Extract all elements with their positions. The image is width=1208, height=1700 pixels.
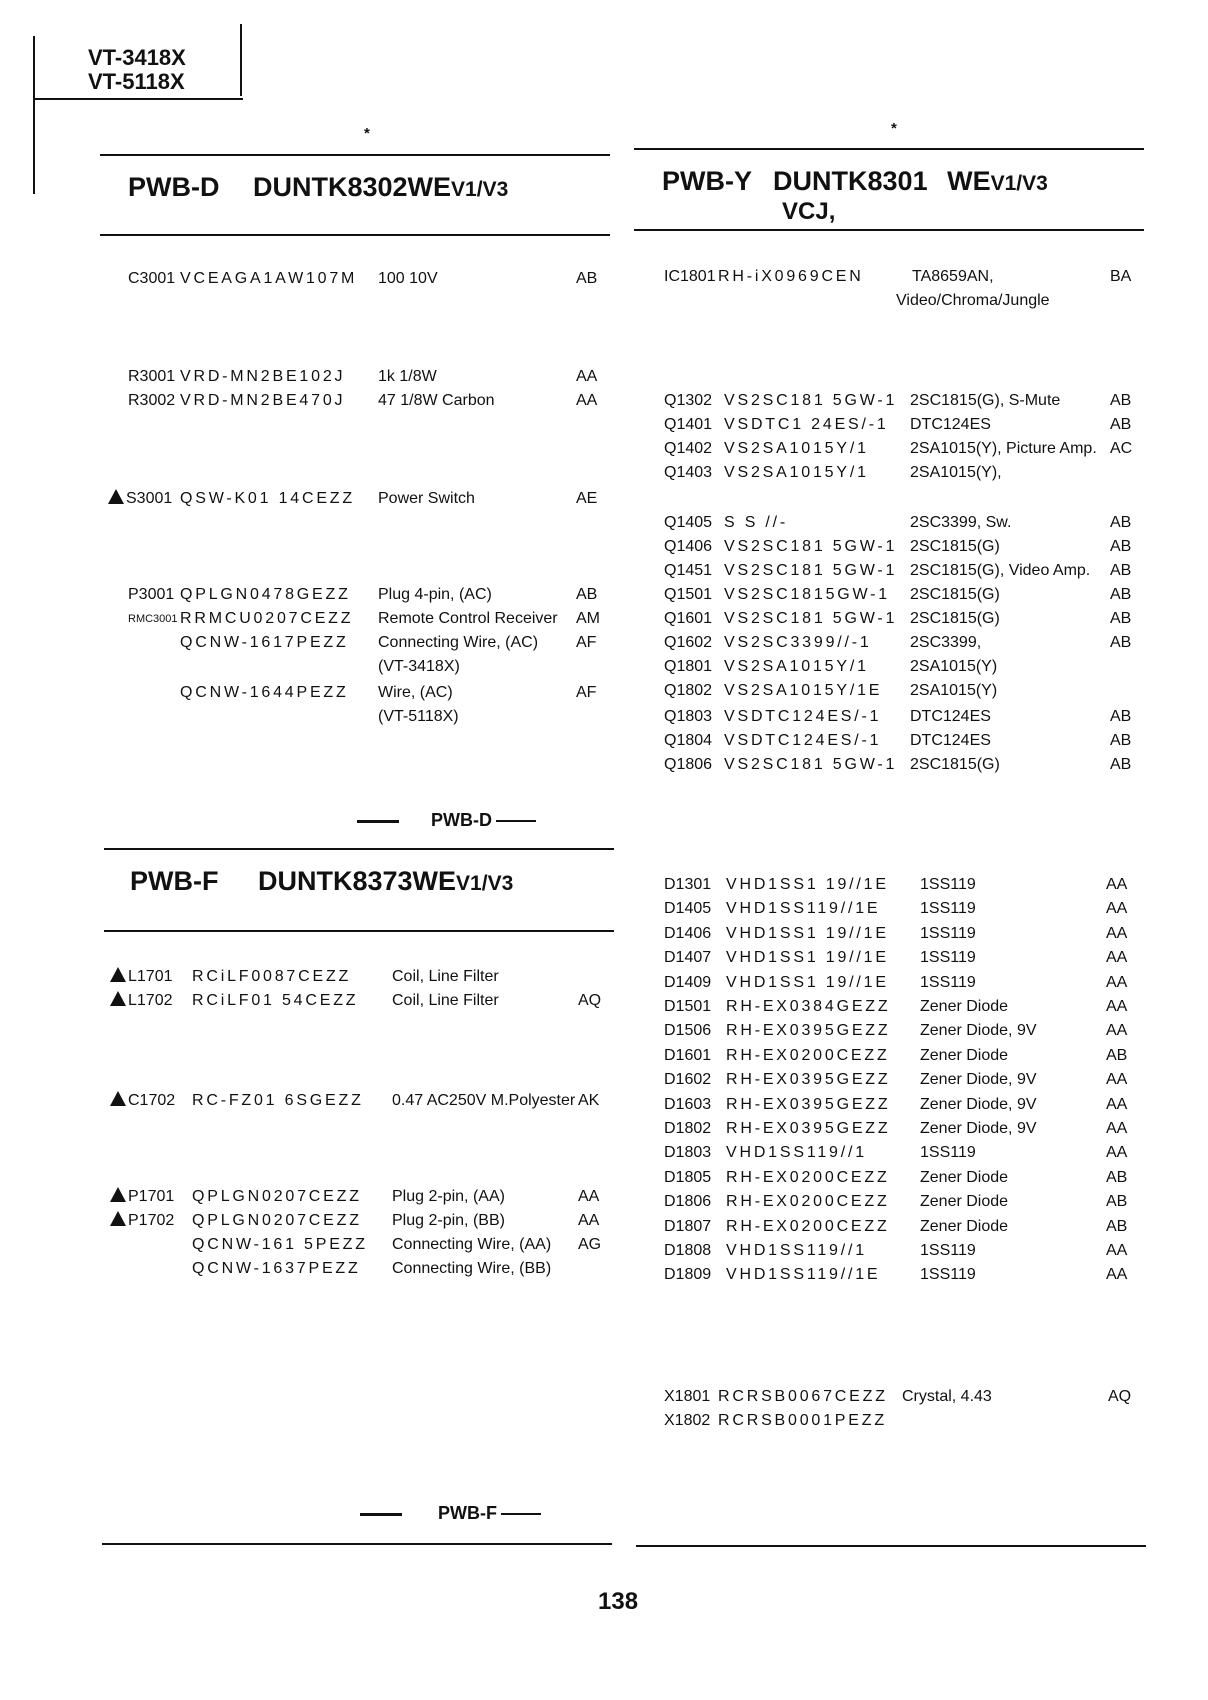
- part-row: [664, 706, 1144, 728]
- part-code: VHD1SS119//1E: [726, 900, 881, 918]
- part-rank: AA: [1106, 973, 1128, 991]
- part-rank: AA: [1106, 900, 1128, 918]
- part-rank: AB: [1106, 1168, 1128, 1186]
- part-code: RH-EX0200CEZZ: [726, 1193, 890, 1211]
- part-desc: Connecting Wire, (AC): [378, 634, 539, 651]
- part-desc: 2SC3399,: [910, 634, 982, 651]
- part-rank: AA: [1106, 1242, 1128, 1259]
- part-code: VRD-MN2BE102J: [180, 368, 346, 385]
- part-code: VS2SC181 5GW-1: [724, 538, 898, 555]
- part-desc: Plug 2-pin, (BB): [392, 1212, 505, 1229]
- part-row: [664, 1118, 1144, 1140]
- part-desc: 1SS119: [920, 1266, 976, 1284]
- part-code: VS2SC181 5GW-1: [724, 756, 898, 773]
- part-ref-text: P1701: [128, 1188, 175, 1205]
- part-ref: D1601: [664, 1046, 712, 1064]
- part-code: VS2SC181 5GW-1: [724, 610, 898, 627]
- part-ref: D1506: [664, 1022, 712, 1040]
- part-row: [664, 1216, 1144, 1238]
- part-ref: Q1302: [664, 392, 713, 409]
- part-desc: 2SC1815(G): [910, 756, 1000, 773]
- pwb-y-version: V1/V3: [990, 172, 1048, 195]
- pwb-f-top-rule: [104, 848, 614, 850]
- part-desc: 47 1/8W Carbon: [378, 392, 495, 409]
- part-row: [664, 1142, 1144, 1164]
- part-desc: TA8659AN,: [912, 268, 994, 285]
- part-rank: AM: [576, 610, 600, 627]
- header-right-rule: [240, 24, 242, 96]
- part-code: RH-EX0200CEZZ: [726, 1046, 890, 1064]
- part-desc: Power Switch: [378, 490, 475, 507]
- part-row: [128, 706, 608, 728]
- part-ref: D1603: [664, 1095, 712, 1113]
- part-rank: AB: [1110, 634, 1132, 651]
- part-row: [664, 438, 1144, 460]
- part-desc: 1SS119: [920, 876, 976, 893]
- part-ref: [108, 488, 172, 510]
- part-ref: D1602: [664, 1071, 712, 1089]
- part-rank: AF: [576, 634, 597, 651]
- part-ref: Q1405: [664, 514, 713, 531]
- model-number-1: VT-3418X: [88, 45, 186, 70]
- part-desc: 2SA1015(Y),: [910, 464, 1002, 481]
- part-rank: AB: [576, 270, 598, 287]
- part-code: QPLGN0207CEZZ: [192, 1212, 362, 1229]
- pwb-y-bottom-rule: [636, 1545, 1146, 1547]
- part-ref-text: C1702: [128, 1092, 176, 1109]
- part-row: [130, 1090, 610, 1112]
- pwb-f-header-rule: [104, 930, 614, 932]
- part-desc: 1SS119: [920, 949, 976, 967]
- part-desc: Plug 2-pin, (AA): [392, 1188, 505, 1205]
- part-rank: AA: [1106, 1071, 1128, 1089]
- part-ref: R3001: [128, 368, 176, 385]
- part-desc: Connecting Wire, (BB): [392, 1260, 552, 1277]
- part-row: [130, 1210, 610, 1232]
- part-rank: AB: [1110, 514, 1132, 531]
- part-ref: IC1801: [664, 268, 716, 285]
- pwb-d-version: V1/V3: [451, 178, 509, 201]
- star-mark-left: *: [364, 125, 370, 142]
- pwb-f-title: [130, 866, 513, 897]
- warning-icon: [110, 991, 126, 1006]
- part-desc: 2SC1815(G): [910, 610, 1000, 627]
- part-rank: AB: [1110, 586, 1132, 603]
- pwb-y-part-number: DUNTK8301: [773, 166, 928, 196]
- part-code: QPLGN0478GEZZ: [180, 586, 351, 603]
- part-desc: (VT-3418X): [378, 658, 460, 675]
- part-row: [664, 1410, 1144, 1432]
- part-ref: D1501: [664, 998, 712, 1015]
- part-rank: AC: [1110, 440, 1133, 457]
- pwb-d-header-rule: [100, 234, 610, 236]
- warning-icon: [110, 1187, 126, 1202]
- part-row: [664, 972, 1144, 994]
- part-row: [664, 266, 1144, 312]
- part-desc-2: Video/Chroma/Jungle: [896, 292, 1050, 309]
- part-rank: AA: [576, 368, 598, 385]
- part-desc: Zener Diode: [920, 1193, 1009, 1211]
- part-row: [128, 632, 608, 654]
- part-desc: Zener Diode, 9V: [920, 1071, 1037, 1089]
- part-row: [664, 656, 1144, 678]
- part-desc: 2SC1815(G), S-Mute: [910, 392, 1061, 409]
- part-desc: 2SA1015(Y): [910, 682, 998, 699]
- part-rank: AB: [1110, 708, 1132, 725]
- part-ref-text: P1702: [128, 1212, 175, 1229]
- part-code: VS2SA1015Y/1E: [724, 682, 883, 699]
- pwb-f-end-label: PWB-F: [438, 1503, 497, 1523]
- part-desc: 2SA1015(Y): [910, 658, 998, 675]
- warning-icon: [110, 967, 126, 982]
- part-row: [664, 1094, 1144, 1116]
- pwb-y-top-rule: [634, 148, 1144, 150]
- part-row: [664, 1020, 1144, 1042]
- part-rank: AQ: [578, 992, 602, 1009]
- part-code: QCNW-161 5PEZZ: [192, 1236, 368, 1253]
- part-row: [130, 1234, 610, 1256]
- part-code: RH-EX0395GEZZ: [726, 1022, 891, 1040]
- pwb-y-title: [662, 166, 1048, 197]
- part-code: RCiLF0087CEZZ: [192, 968, 352, 985]
- part-desc: 2SC1815(G): [910, 586, 1000, 603]
- part-code: RH-EX0395GEZZ: [726, 1120, 891, 1137]
- part-rank: AA: [1106, 876, 1128, 893]
- part-ref: D1806: [664, 1193, 712, 1211]
- part-code: RH-iX0969CEN: [718, 268, 864, 285]
- part-row: [664, 996, 1144, 1018]
- part-ref: D1802: [664, 1120, 712, 1137]
- part-code: VHD1SS1 19//1E: [726, 973, 889, 991]
- part-row: [664, 536, 1144, 558]
- part-rank: AA: [1106, 1095, 1128, 1113]
- part-ref: [110, 1210, 174, 1232]
- part-desc: Zener Diode: [920, 998, 1009, 1015]
- part-row: [664, 608, 1144, 630]
- part-code: QPLGN0207CEZZ: [192, 1188, 362, 1205]
- part-row: [664, 390, 1144, 412]
- part-code: VHD1SS119//1: [726, 1144, 867, 1162]
- part-rank: AA: [576, 392, 598, 409]
- part-rank: AA: [578, 1188, 600, 1205]
- part-desc: 2SA1015(Y), Picture Amp.: [910, 440, 1097, 457]
- part-ref: D1805: [664, 1168, 712, 1186]
- part-rank: AA: [1106, 1266, 1128, 1284]
- pwb-d-end-marker: [357, 810, 536, 831]
- part-desc: Plug 4-pin, (AC): [378, 586, 492, 603]
- part-ref: X1801: [664, 1388, 711, 1405]
- part-code: VHD1SS1 19//1E: [726, 949, 889, 967]
- part-code: VS2SA1015Y/1: [724, 440, 869, 457]
- part-desc: Coil, Line Filter: [392, 992, 499, 1009]
- pwb-d-label: PWB-D: [128, 172, 220, 202]
- part-ref: D1406: [664, 924, 712, 942]
- part-ref: D1301: [664, 876, 712, 893]
- part-ref: Q1403: [664, 464, 713, 481]
- part-ref: C3001: [128, 270, 176, 287]
- pwb-f-part-number: DUNTK8373WE: [258, 866, 457, 896]
- part-row: [664, 754, 1144, 776]
- part-desc: Crystal, 4.43: [902, 1388, 992, 1405]
- part-ref: [110, 1186, 174, 1208]
- part-ref: D1407: [664, 949, 712, 967]
- part-row: [664, 462, 1144, 484]
- part-desc: Zener Diode, 9V: [920, 1095, 1037, 1113]
- part-ref: Q1806: [664, 756, 713, 773]
- part-rank: AB: [1110, 732, 1132, 749]
- part-rank: AB: [1106, 1217, 1128, 1235]
- part-code: RCRSB0067CEZZ: [718, 1388, 888, 1405]
- part-ref: Q1451: [664, 562, 713, 579]
- part-code: RH-EX0200CEZZ: [726, 1217, 890, 1235]
- part-code: VSDTC124ES/-1: [724, 708, 882, 725]
- part-desc: Remote Control Receiver: [378, 610, 558, 627]
- part-code: RRMCU0207CEZZ: [180, 610, 354, 627]
- pwb-f-bottom-rule: [102, 1543, 612, 1545]
- part-rank: AB: [1106, 1046, 1128, 1064]
- part-code: QCNW-1617PEZZ: [180, 634, 349, 651]
- part-ref: Q1401: [664, 416, 713, 433]
- part-row: [664, 512, 1144, 534]
- part-row: [664, 414, 1144, 436]
- part-row: [128, 584, 608, 606]
- part-ref: D1808: [664, 1242, 712, 1259]
- part-code: VCEAGA1AW107M: [180, 270, 358, 287]
- part-ref-text: L1702: [128, 992, 173, 1009]
- part-code: RC-FZ01 6SGEZZ: [192, 1092, 364, 1109]
- part-ref: Q1402: [664, 440, 713, 457]
- part-row: [664, 874, 1144, 896]
- part-ref: [110, 966, 173, 988]
- part-desc: Zener Diode: [920, 1168, 1009, 1186]
- part-rank: AQ: [1108, 1388, 1132, 1405]
- part-code: VS2SC1815GW-1: [724, 586, 890, 603]
- part-ref: Q1803: [664, 708, 713, 725]
- part-rank: AA: [578, 1212, 600, 1229]
- part-desc: DTC124ES: [910, 708, 991, 725]
- part-rank: AE: [576, 490, 598, 507]
- part-code: S S //-: [724, 514, 789, 531]
- part-rank: AA: [1106, 998, 1128, 1015]
- pwb-y-label: PWB-Y: [662, 166, 752, 196]
- part-row: [664, 584, 1144, 606]
- pwb-d-end-label: PWB-D: [431, 810, 492, 830]
- part-code: RH-EX0200CEZZ: [726, 1168, 890, 1186]
- part-row: [664, 560, 1144, 582]
- part-code: RH-EX0395GEZZ: [726, 1095, 891, 1113]
- part-code: VS2SA1015Y/1: [724, 464, 869, 481]
- part-code: VS2SA1015Y/1: [724, 658, 869, 675]
- part-row: [664, 947, 1144, 969]
- part-rank: AA: [1106, 1144, 1128, 1162]
- part-row: [128, 488, 608, 510]
- part-ref: P3001: [128, 586, 175, 603]
- part-ref: D1405: [664, 900, 712, 918]
- part-row: [664, 1191, 1144, 1213]
- part-ref-text: S3001: [126, 490, 173, 507]
- part-row: [130, 966, 610, 988]
- part-ref: R3002: [128, 392, 176, 409]
- header-left-rule: [33, 36, 35, 194]
- part-row: [130, 1258, 610, 1280]
- star-mark-right: *: [891, 120, 897, 137]
- part-code: QCNW-1644PEZZ: [180, 684, 349, 701]
- part-rank: BA: [1110, 268, 1132, 285]
- part-ref: X1802: [664, 1412, 711, 1429]
- part-rank: AB: [1110, 610, 1132, 627]
- part-desc: 1SS119: [920, 1144, 976, 1162]
- part-row: [664, 730, 1144, 752]
- pwb-y-subtitle: VCJ,: [782, 198, 836, 225]
- part-row: [128, 682, 608, 704]
- part-desc: Zener Diode, 9V: [920, 1022, 1037, 1040]
- part-desc: Coil, Line Filter: [392, 968, 499, 985]
- part-rank: AB: [1106, 1193, 1128, 1211]
- part-row: [128, 390, 608, 412]
- part-ref: Q1801: [664, 658, 713, 675]
- pwb-y-suffix: WE: [947, 166, 991, 196]
- part-desc: 2SC3399, Sw.: [910, 514, 1012, 531]
- part-desc: Wire, (AC): [378, 684, 453, 701]
- part-ref: Q1601: [664, 610, 713, 627]
- part-ref: [110, 1090, 175, 1112]
- part-code: RH-EX0395GEZZ: [726, 1071, 891, 1089]
- part-rank: AK: [578, 1092, 600, 1109]
- part-desc: (VT-5118X): [378, 708, 459, 725]
- part-desc: 100 10V: [378, 270, 438, 287]
- pwb-f-version: V1/V3: [456, 872, 514, 895]
- part-row: [128, 656, 608, 678]
- part-row: [128, 608, 608, 630]
- part-rank: AB: [576, 586, 598, 603]
- part-code: VHD1SS119//1E: [726, 1266, 881, 1284]
- part-desc: 0.47 AC250V M.Polyester: [392, 1092, 576, 1109]
- part-ref: Q1804: [664, 732, 713, 749]
- part-row: [664, 1167, 1144, 1189]
- part-code: VSDTC1 24ES/-1: [724, 416, 889, 433]
- part-ref: D1809: [664, 1266, 712, 1284]
- part-row: [664, 898, 1144, 920]
- part-code: RH-EX0384GEZZ: [726, 998, 891, 1015]
- part-desc: Connecting Wire, (AA): [392, 1236, 552, 1253]
- part-rank: AB: [1110, 756, 1132, 773]
- part-rank: AB: [1110, 562, 1132, 579]
- warning-icon: [108, 489, 124, 504]
- part-desc: 1SS119: [920, 973, 976, 991]
- pwb-d-part-number: DUNTK8302WE: [253, 172, 452, 202]
- part-desc: 1SS119: [920, 924, 976, 942]
- part-code: VS2SC3399//-1: [724, 634, 872, 651]
- part-desc: Zener Diode: [920, 1217, 1009, 1235]
- part-ref: D1409: [664, 973, 712, 991]
- part-rank: AA: [1106, 924, 1128, 942]
- part-desc: 1SS119: [920, 1242, 976, 1259]
- pwb-y-header-rule: [634, 229, 1144, 231]
- pwb-d-title: [128, 172, 508, 203]
- part-code: VHD1SS1 19//1E: [726, 924, 889, 942]
- part-rank: AB: [1110, 392, 1132, 409]
- part-ref: Q1802: [664, 682, 713, 699]
- part-row: [664, 632, 1144, 654]
- part-code: QCNW-1637PEZZ: [192, 1260, 361, 1277]
- part-desc: Zener Diode: [920, 1046, 1009, 1064]
- part-row: [128, 366, 608, 388]
- part-row: [664, 1069, 1144, 1091]
- page-number: 138: [598, 1588, 639, 1615]
- part-ref: RMC3001: [128, 613, 178, 625]
- part-rank: AB: [1110, 416, 1132, 433]
- part-code: VHD1SS1 19//1E: [726, 876, 889, 893]
- part-row: [130, 990, 610, 1012]
- part-code: VSDTC124ES/-1: [724, 732, 882, 749]
- part-code: QSW-K01 14CEZZ: [180, 490, 355, 507]
- part-row: [664, 1045, 1144, 1067]
- header-bottom-rule: [33, 98, 243, 100]
- part-desc: 2SC1815(G), Video Amp.: [910, 562, 1091, 579]
- part-ref: [110, 990, 173, 1012]
- part-rank: AB: [1110, 538, 1132, 555]
- part-code: VHD1SS119//1: [726, 1242, 867, 1259]
- part-rank: AA: [1106, 949, 1128, 967]
- part-row: [664, 1240, 1144, 1262]
- part-row: [664, 1386, 1144, 1408]
- part-desc: Zener Diode, 9V: [920, 1120, 1037, 1137]
- part-rank: AA: [1106, 1022, 1128, 1040]
- part-desc: DTC124ES: [910, 416, 991, 433]
- part-rank: AG: [578, 1236, 602, 1253]
- part-code: VRD-MN2BE470J: [180, 392, 346, 409]
- part-row: [664, 680, 1144, 702]
- part-row: [664, 1264, 1144, 1286]
- part-rank: AA: [1106, 1120, 1128, 1137]
- part-ref: Q1602: [664, 634, 713, 651]
- part-desc: 2SC1815(G): [910, 538, 1000, 555]
- part-code: RCRSB0001PEZZ: [718, 1412, 887, 1429]
- part-ref: Q1501: [664, 586, 713, 603]
- part-ref: D1803: [664, 1144, 712, 1162]
- part-ref: Q1406: [664, 538, 713, 555]
- part-desc: DTC124ES: [910, 732, 991, 749]
- pwb-f-label: PWB-F: [130, 866, 219, 896]
- part-row: [130, 1186, 610, 1208]
- warning-icon: [110, 1091, 126, 1106]
- part-code: VS2SC181 5GW-1: [724, 392, 898, 409]
- part-row: [128, 268, 608, 290]
- part-ref-text: L1701: [128, 968, 173, 985]
- part-ref: D1807: [664, 1217, 712, 1235]
- pwb-f-end-marker: [360, 1503, 541, 1524]
- pwb-d-top-rule: [100, 154, 610, 156]
- part-rank: AF: [576, 684, 597, 701]
- part-desc: 1k 1/8W: [378, 368, 437, 385]
- part-desc: 1SS119: [920, 900, 976, 918]
- model-number-2: VT-5118X: [88, 69, 185, 94]
- warning-icon: [110, 1211, 126, 1226]
- part-row: [664, 923, 1144, 945]
- part-code: VS2SC181 5GW-1: [724, 562, 898, 579]
- part-code: RCiLF01 54CEZZ: [192, 992, 359, 1009]
